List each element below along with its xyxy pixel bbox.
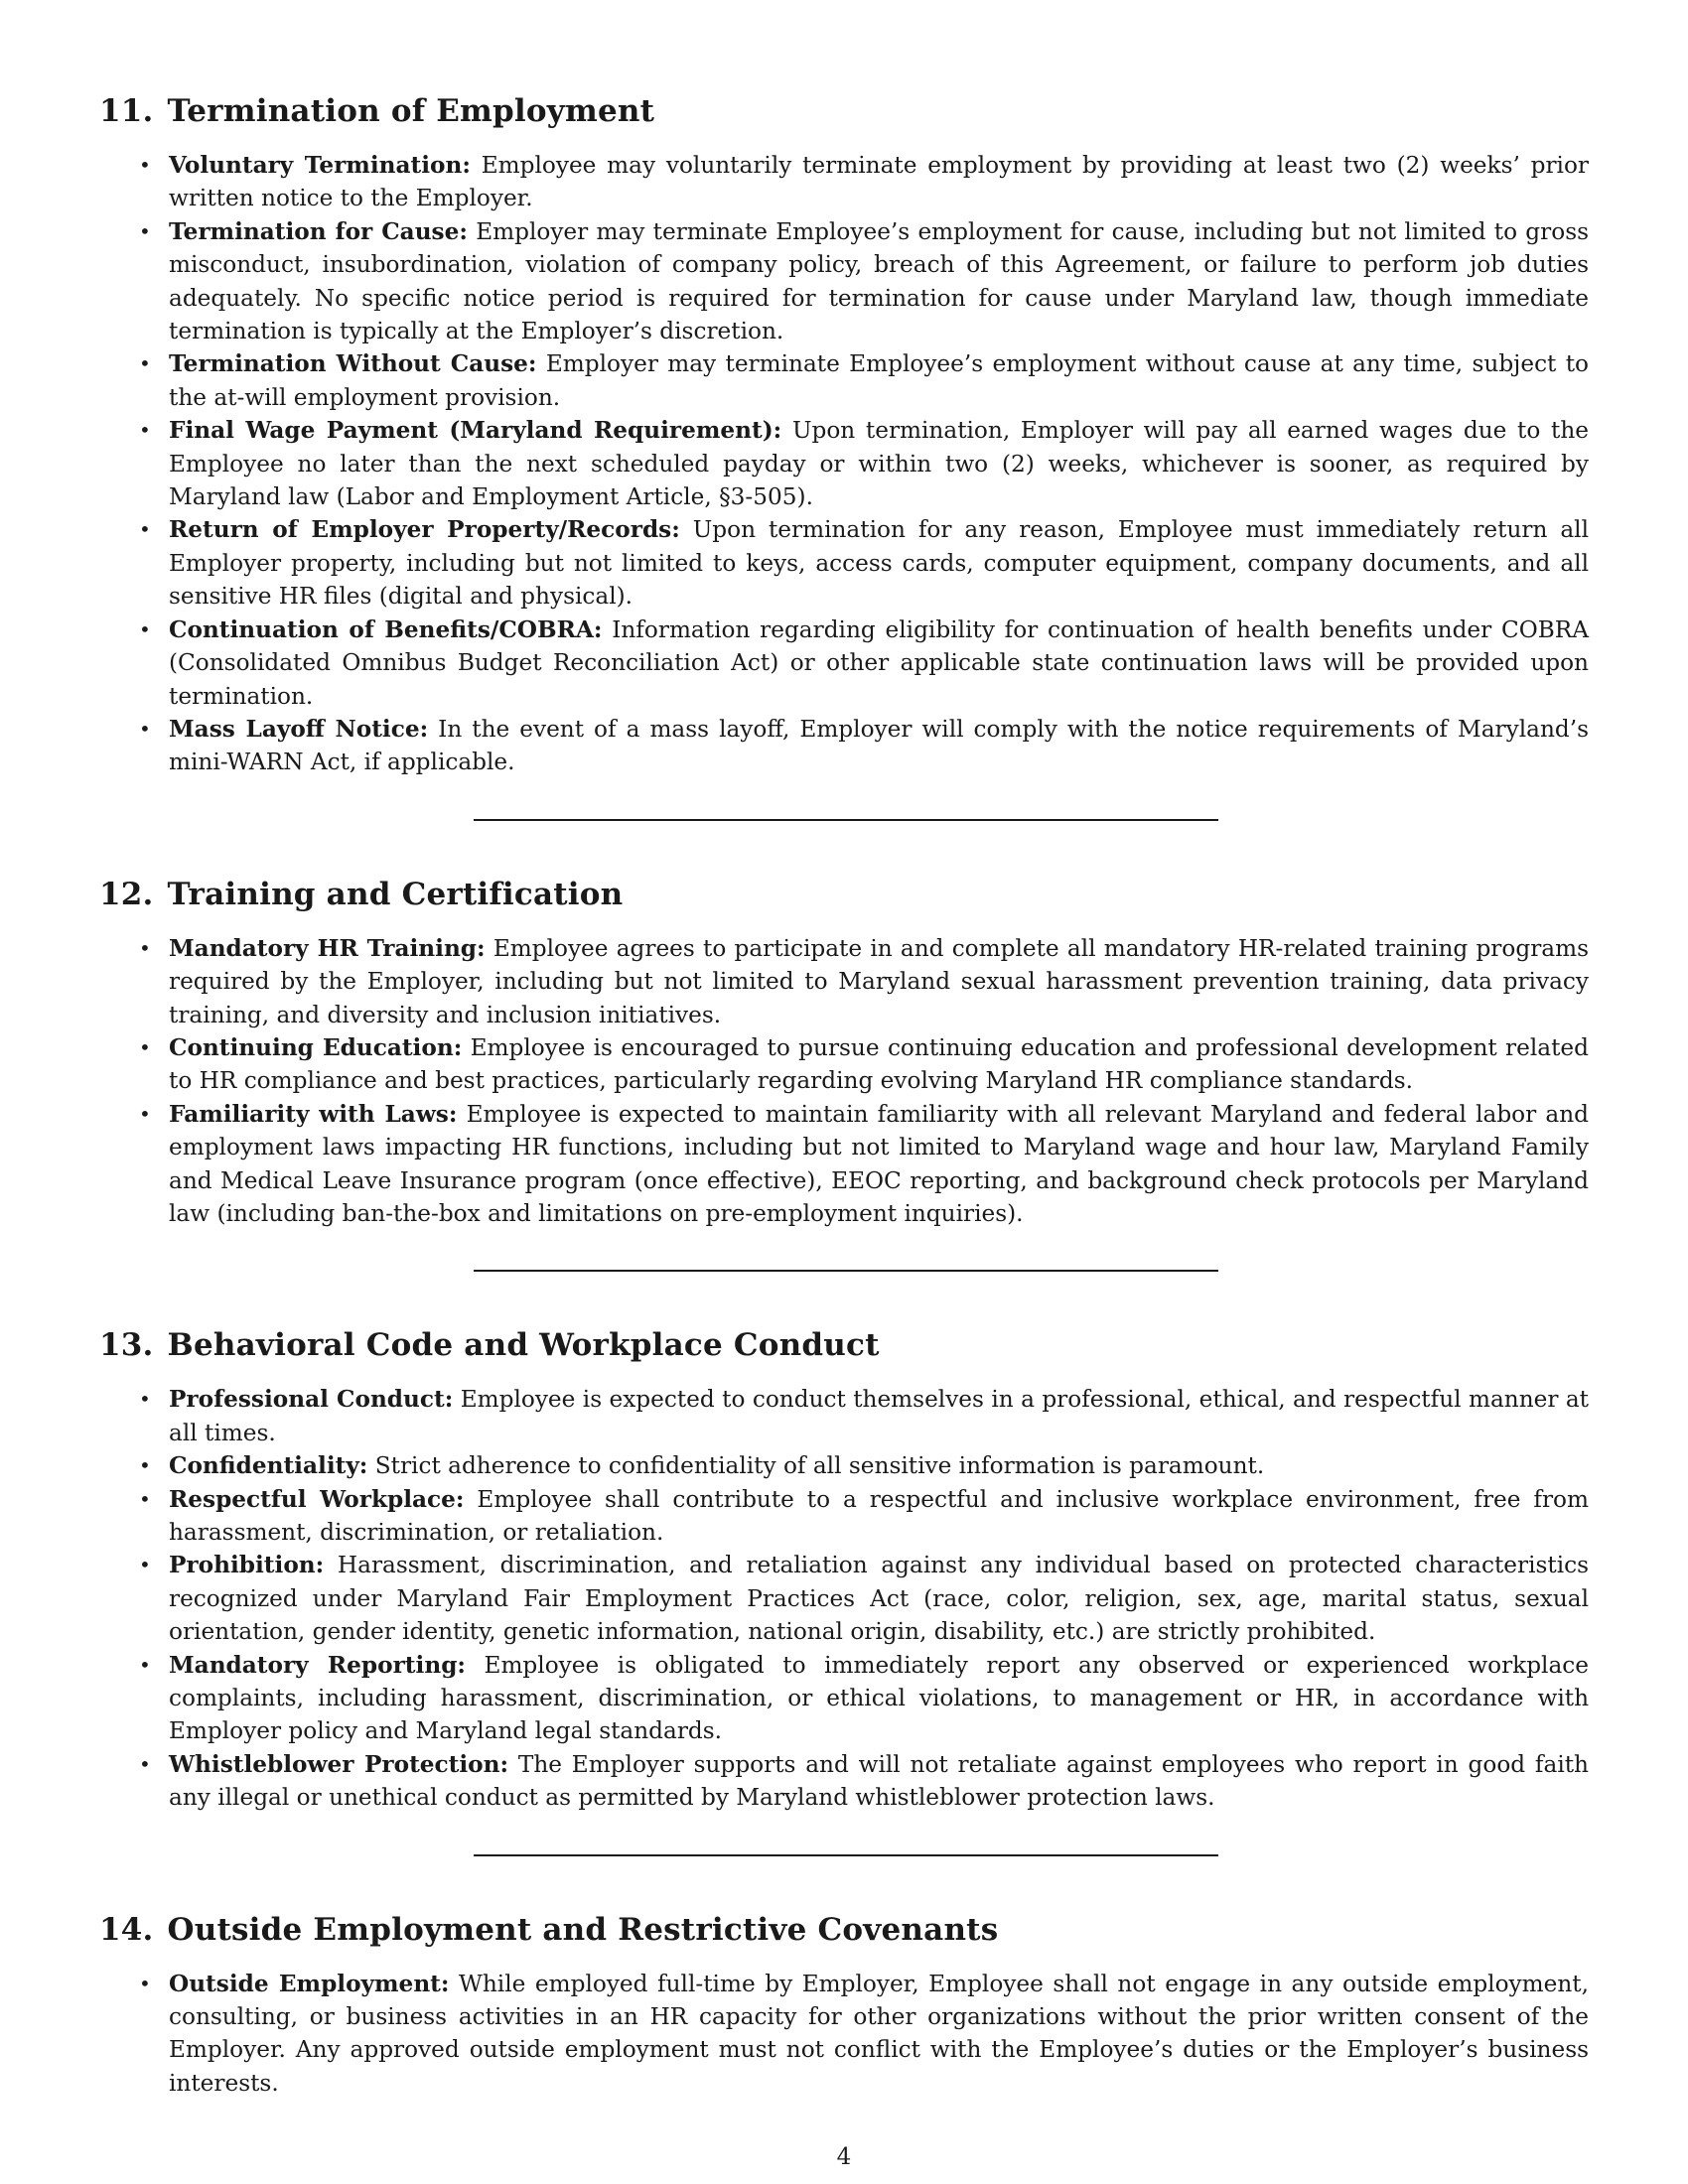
bullet-icon: • <box>139 1101 151 1126</box>
bullet-icon: • <box>139 1387 151 1412</box>
list-item <box>99 414 1589 513</box>
list-item <box>99 149 1589 215</box>
clause-term: Termination Without Cause: <box>169 350 537 378</box>
clause-text: Upon termination for any reason, Employee must immediately return all Employer property, including but not limited to keys, access cards, computer equipment, company documents, and all sensitive HR files (digital and physical). <box>169 516 1590 611</box>
section-heading <box>99 875 1589 914</box>
section-divider <box>474 819 1218 821</box>
bullet-icon: • <box>139 716 151 741</box>
clause-term: Prohibition: <box>169 1552 325 1579</box>
clause-text: Employee is expected to maintain familiarity with all relevant Maryland and federal labor and employment laws impacting HR functions, including but not limited to Maryland wage and hour law, Maryland Family and Medical Leave Insurance program (once effective), EEOC reporting, and background check protocols per Maryland law (including ban-the-box and limitations on pre-employment inquiries). <box>169 1100 1589 1227</box>
clause-text: Strict adherence to confidentiality of all sensitive information is paramount. <box>374 1452 1265 1480</box>
clause-text: Employee shall contribute to a respectful and inclusive workplace environment, free from harassment, discrimination, or retaliation. <box>169 1485 1589 1546</box>
clause-text: In the event of a mass layoff, Employer will comply with the notice requirements of Maryland’s mini-WARN Act, if applicable. <box>169 715 1589 776</box>
list-item <box>99 1098 1589 1231</box>
list-item <box>99 1748 1589 1815</box>
section-number: 14. <box>99 1911 154 1948</box>
bullet-icon: • <box>139 153 151 177</box>
clause-list <box>99 1383 1589 1814</box>
clause-term: Continuing Education: <box>169 1033 463 1061</box>
clause-term: Mandatory HR Training: <box>169 934 486 962</box>
list-item <box>99 932 1589 1031</box>
clause-text: While employed full-time by Employer, Employee shall not engage in any outside employment, consulting, or business activities in an HR capacity for other organizations without the prior written consent of the Employer. Any approved outside employment must not conflict with the Employee’s duties or the Employer’s business interests. <box>169 1970 1589 2097</box>
clause-term: Continuation of Benefits/COBRA: <box>169 615 603 643</box>
section-number: 12. <box>99 876 154 912</box>
document-page <box>99 91 1589 2100</box>
bullet-icon: • <box>139 218 151 243</box>
section-divider <box>474 1854 1218 1856</box>
clause-term: Termination for Cause: <box>169 217 468 245</box>
clause-term: Professional Conduct: <box>169 1386 454 1414</box>
section-training-and-certification <box>99 875 1589 1231</box>
clause-text: Employee is obligated to immediately report any observed or experienced workplace complaints, including harassment, discrimination, or ethical violations, to management or HR, in accordance with Employer policy and Maryland legal standards. <box>169 1651 1590 1745</box>
clause-text: Upon termination, Employer will pay all earned wages due to the Employee no later than the next scheduled payday or within two (2) weeks, whichever is sooner, as required by Maryland law (Labor and Employment Article, §3-505). <box>169 417 1589 511</box>
section-divider <box>474 1270 1218 1272</box>
list-item <box>99 1449 1589 1482</box>
clause-text: Employee is expected to conduct themselves in a professional, ethical, and respectful manner at all times. <box>169 1386 1590 1446</box>
bullet-icon: • <box>139 418 151 443</box>
bullet-icon: • <box>139 616 151 641</box>
clause-term: Final Wage Payment (Maryland Requirement): <box>169 417 782 445</box>
clause-text: Information regarding eligibility for continuation of health benefits under COBRA (Consolidated Omnibus Budget Reconciliation Act) or other applicable state continuation laws will be provided upon termination. <box>169 615 1589 710</box>
list-item <box>99 1031 1589 1098</box>
section-number: 11. <box>99 93 154 129</box>
bullet-icon: • <box>139 1034 151 1059</box>
clause-text: Employee is encouraged to pursue continuing education and professional development related to HR compliance and best practices, particularly regarding evolving Maryland HR compliance standards. <box>169 1033 1589 1095</box>
clause-term: Whistleblower Protection: <box>169 1750 509 1778</box>
section-outside-employment <box>99 1910 1589 2101</box>
page-number: 4 <box>836 2144 852 2170</box>
section-number: 13. <box>99 1327 154 1364</box>
list-item <box>99 713 1589 779</box>
clause-text: Employee agrees to participate in and complete all mandatory HR-related training programs required by the Employer, including but not limited to Maryland sexual harassment prevention training, data privacy training, and diversity and inclusion initiatives. <box>169 934 1589 1028</box>
section-title: Termination of Employment <box>167 93 655 129</box>
section-heading <box>99 1910 1589 1950</box>
section-heading <box>99 91 1589 131</box>
bullet-icon: • <box>139 517 151 542</box>
list-item <box>99 614 1589 713</box>
list-item <box>99 1649 1589 1748</box>
clause-list <box>99 149 1589 779</box>
bullet-icon: • <box>139 1652 151 1677</box>
clause-list <box>99 1968 1589 2101</box>
clause-term: Voluntary Termination: <box>169 152 471 179</box>
clause-term: Outside Employment: <box>169 1970 450 1997</box>
bullet-icon: • <box>139 1553 151 1577</box>
list-item <box>99 1483 1589 1550</box>
clause-text: Harassment, discrimination, and retaliation against any individual based on protected characteristics recognized under Maryland Fair Employment Practices Act (race, color, religion, sex, age, marital status, sexual orientation, gender identity, genetic information, national origin, disability, etc.) are strictly prohibited. <box>169 1552 1589 1646</box>
clause-term: Confidentiality: <box>169 1452 368 1480</box>
list-item <box>99 1968 1589 2101</box>
clause-term: Return of Employer Property/Records: <box>169 516 680 544</box>
bullet-icon: • <box>139 1971 151 1995</box>
list-item <box>99 347 1589 414</box>
clause-list <box>99 932 1589 1231</box>
list-item <box>99 513 1589 613</box>
list-item <box>99 1549 1589 1648</box>
section-title: Outside Employment and Restrictive Covenants <box>167 1911 999 1948</box>
section-heading <box>99 1325 1589 1365</box>
clause-text: Employee may voluntarily terminate employment by providing at least two (2) weeks’ prior written notice to the Employer. <box>169 152 1590 212</box>
section-title: Training and Certification <box>167 876 624 912</box>
clause-text: Employer may terminate Employee’s employment without cause at any time, subject to the at-will employment provision. <box>169 350 1590 411</box>
section-termination-of-employment <box>99 91 1589 779</box>
clause-text: Employer may terminate Employee’s employment for cause, including but not limited to gross misconduct, insubordination, violation of company policy, breach of this Agreement, or failure to perform job duties adequately. No specific notice period is required for termination for cause under Maryland law, though immediate termination is typically at the Employer’s discretion. <box>169 217 1589 345</box>
list-item <box>99 215 1589 348</box>
section-behavioral-code <box>99 1325 1589 1814</box>
bullet-icon: • <box>139 1751 151 1776</box>
clause-term: Mass Layoff Notice: <box>169 715 429 743</box>
clause-text: The Employer supports and will not retaliate against employees who report in good faith any illegal or unethical conduct as permitted by Maryland whistleblower protection laws. <box>169 1750 1589 1812</box>
clause-term: Familiarity with Laws: <box>169 1100 458 1128</box>
bullet-icon: • <box>139 935 151 960</box>
list-item <box>99 1383 1589 1449</box>
bullet-icon: • <box>139 1486 151 1511</box>
bullet-icon: • <box>139 351 151 376</box>
bullet-icon: • <box>139 1453 151 1478</box>
section-title: Behavioral Code and Workplace Conduct <box>167 1327 880 1364</box>
clause-term: Mandatory Reporting: <box>169 1651 466 1679</box>
clause-term: Respectful Workplace: <box>169 1485 465 1513</box>
